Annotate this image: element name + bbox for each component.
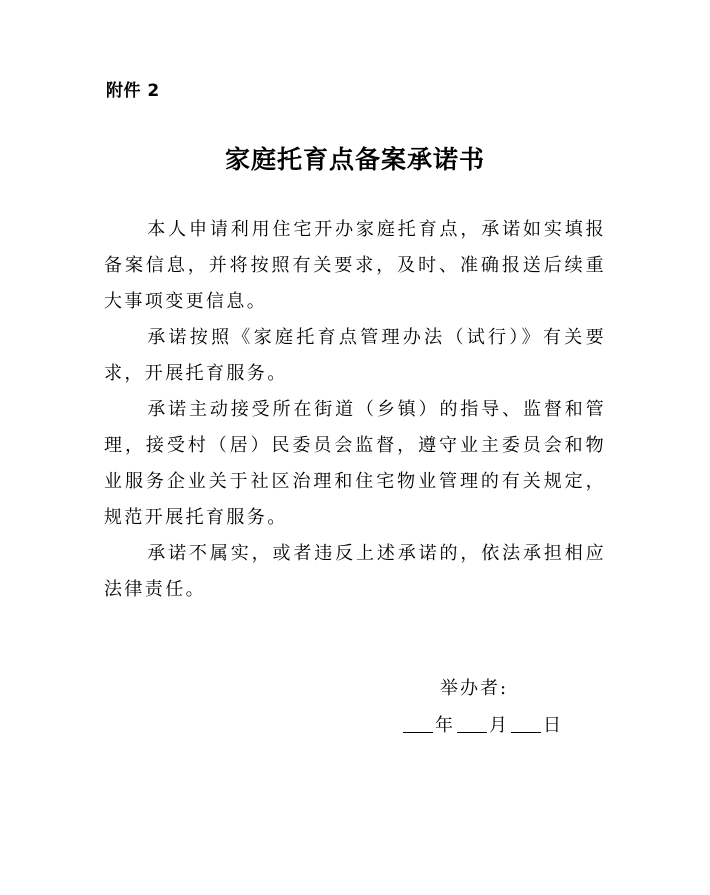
- paragraph-2: 承诺按照《家庭托育点管理办法（试行）》有关要求，开展托育服务。: [104, 327, 606, 384]
- year-blank: [403, 710, 433, 733]
- attachment-label: 附件 2: [106, 81, 160, 101]
- date-line: [403, 710, 565, 737]
- paragraph-3: 承诺主动接受所在街道（乡镇）的指导、监督和管理，接受村（居）民委员会监督，遵守业主委员会和物业服务企业关于社区治理和住宅物业管理的有关规定，规范开展托育服务。: [104, 399, 606, 528]
- day-blank: [511, 710, 541, 733]
- month-blank: [457, 710, 487, 733]
- paragraph-4: 承诺不属实，或者违反上述承诺的，依法承担相应法律责任。: [104, 543, 606, 600]
- month-unit: 月: [489, 715, 507, 736]
- day-unit: 日: [543, 715, 561, 736]
- year-unit: 年: [435, 715, 453, 736]
- document-title: 家庭托育点备案承诺书: [224, 145, 485, 174]
- organizer-label: 举办者:: [440, 678, 509, 699]
- paragraph-1: 本人申请利用住宅开办家庭托育点，承诺如实填报备案信息，并将按照有关要求，及时、准确报送后续重大事项变更信息。: [104, 219, 606, 312]
- commitment-body: [104, 212, 606, 608]
